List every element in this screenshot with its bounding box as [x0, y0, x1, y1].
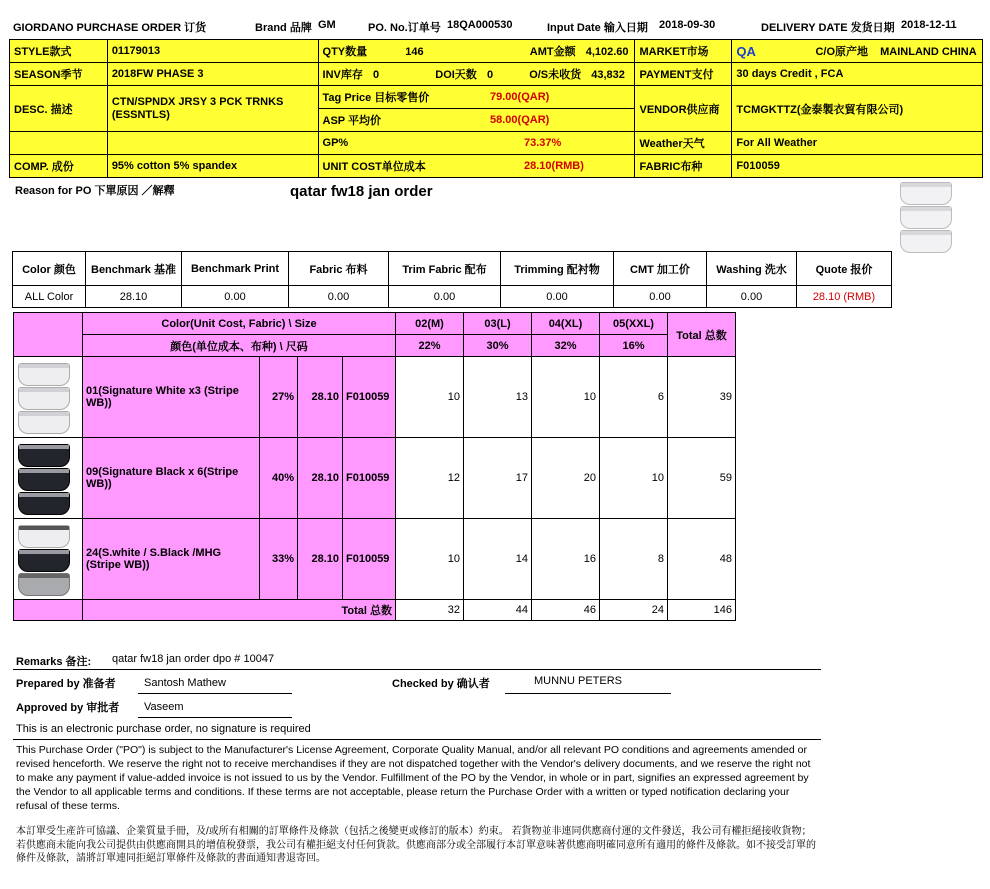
checked-value: MUNNU PETERS	[534, 675, 623, 687]
remarks-label: Remarks 备注:	[16, 656, 92, 668]
company-title: GIORDANO PURCHASE ORDER 订货	[13, 22, 207, 34]
color-thumbnail-black	[14, 439, 76, 517]
season-value: 2018FW PHASE 3	[107, 63, 318, 86]
vendor-label: VENDOR供应商	[635, 86, 732, 132]
size-percent: 16%	[600, 335, 668, 357]
color-cost: 28.10	[298, 438, 343, 519]
comp-value: 95% cotton 5% spandex	[107, 155, 318, 178]
payment-value: 30 days Credit , FCA	[732, 63, 983, 86]
grand-total: 146	[668, 600, 736, 621]
size-header-cn: 颜色(单位成本、布种) \ 尺码	[83, 335, 396, 357]
color-thumbnail-mixed	[14, 520, 76, 598]
tag-price-label: Tag Price 目标零售价	[318, 86, 490, 109]
cost-header: Color 颜色	[13, 252, 86, 286]
color-name: 01(Signature White x3 (Stripe WB))	[83, 357, 260, 438]
qty-cell: 13	[464, 357, 532, 438]
cost-cell: 28.10	[86, 286, 182, 308]
cost-header: Trim Fabric 配布	[389, 252, 501, 286]
totals-row	[14, 600, 736, 621]
color-cost: 28.10	[298, 357, 343, 438]
divider	[13, 739, 821, 740]
input-date-label: Input Date 输入日期	[547, 22, 648, 34]
cost-header: Quote 报价	[797, 252, 892, 286]
delivery-date-label: DELIVERY DATE 发货日期	[761, 22, 895, 34]
size-label: 02(M)	[396, 313, 464, 335]
color-thumbnail-white	[14, 358, 76, 436]
qty-cell: 17	[464, 438, 532, 519]
cost-cell: 0.00	[614, 286, 707, 308]
color-fabric: F010059	[343, 357, 396, 438]
style-label: STYLE款式	[10, 40, 108, 63]
size-percent: 30%	[464, 335, 532, 357]
brand-label: Brand 品牌	[255, 22, 312, 34]
doi-label: DOI天数	[435, 69, 477, 81]
desc-label: DESC. 描述	[10, 86, 108, 132]
checked-signature-line	[505, 693, 671, 694]
weather-label: Weather天气	[635, 132, 732, 155]
color-cost: 28.10	[298, 519, 343, 600]
qty-cell: 14	[464, 519, 532, 600]
prepared-signature-line	[138, 693, 292, 694]
table-row	[14, 519, 736, 600]
totals-label: Total 总数	[83, 600, 396, 621]
empty-cell	[14, 600, 83, 621]
color-name: 09(Signature Black x 6(Stripe WB))	[83, 438, 260, 519]
gp-label: GP%	[318, 132, 490, 155]
doi-value: 0	[486, 69, 494, 81]
color-thumbnail-cell	[14, 357, 83, 438]
color-name: 24(S.white / S.Black /MHG (Stripe WB))	[83, 519, 260, 600]
empty-cell	[107, 132, 318, 155]
comp-label: COMP. 成份	[10, 155, 108, 178]
size-quantity-table	[13, 312, 736, 621]
cost-cell: 0.00	[707, 286, 797, 308]
origin-label: C/O原产地	[815, 46, 868, 58]
inv-label: INV库存	[322, 69, 363, 81]
electronic-note: This is an electronic purchase order, no signature is required	[16, 723, 311, 735]
color-thumbnail-cell	[14, 438, 83, 519]
size-total: 46	[532, 600, 600, 621]
delivery-date-value: 2018-12-11	[901, 19, 957, 31]
season-label: SEASON季节	[10, 63, 108, 86]
color-percent: 27%	[260, 357, 298, 438]
row-total: 39	[668, 357, 736, 438]
cost-cell: 0.00	[389, 286, 501, 308]
prepared-value: Santosh Mathew	[144, 677, 226, 689]
unit-cost-value: 28.10(RMB)	[490, 155, 635, 178]
cost-header: Benchmark Print	[182, 252, 289, 286]
input-date-value: 2018-09-30	[659, 19, 716, 31]
qty-cell: 10	[396, 519, 464, 600]
market-value: QA	[732, 40, 812, 63]
qty-cell: 10	[396, 357, 464, 438]
qty-cell: 12	[396, 438, 464, 519]
style-value: 01179013	[107, 40, 318, 63]
qty-cell: 10	[600, 438, 668, 519]
quote-cell: 28.10 (RMB)	[797, 286, 892, 308]
po-value: 18QA000530	[447, 19, 513, 31]
cost-cell: 0.00	[182, 286, 289, 308]
market-label: MARKET市场	[635, 40, 732, 63]
qty-amt-cell	[318, 40, 635, 63]
size-header-en: Color(Unit Cost, Fabric) \ Size	[83, 313, 396, 335]
color-thumbnail-cell	[14, 519, 83, 600]
asp-value: 58.00(QAR)	[490, 109, 635, 132]
size-total: 32	[396, 600, 464, 621]
checked-label: Checked by 确认者	[392, 678, 490, 690]
cost-header: CMT 加工价	[614, 252, 707, 286]
product-image	[896, 180, 956, 260]
qty-cell: 16	[532, 519, 600, 600]
amt-label: AMT金额	[529, 46, 576, 58]
amt-value: 4,102.60	[585, 46, 629, 58]
image-header	[14, 313, 83, 357]
terms-english: This Purchase Order ("PO") is subject to the Manufacturer's License Agreement, Corporate Quality Manual, and/or all relevant PO conditions and agreements amended or revised henceforth. We reserve the right not to receive merchandises if they are not dispatched together with the Vendor's delivery documents, and we reserve the right not to make any payment if value-added invoice is not issued to us by the Vendor. Fulfillment of the PO by the Vendor, in whole or in part, signifies an expressed agreement by the Vendor to all applicable terms and conditions. If these terms are not acceptable, please return the Purchase Order with a written or typed notification declaring your refusal of these terms.	[16, 744, 811, 812]
payment-label: PAYMENT支付	[635, 63, 732, 86]
cost-header: Fabric 布料	[289, 252, 389, 286]
cost-cell: 0.00	[501, 286, 614, 308]
terms-chinese: 本訂單受生產許可協議、企業質量手冊，及/或所有相關的訂單條件及條款（包括之後變更或修訂的版本）約束。 若貨物並非連同供應商付運的文件發送，我公司有權拒絕接收貨物；若供應商未能向我公司提供由供應商開具的增值稅發票，我公司有權拒絕支付任何貨款。供應商部分或全部履行本訂單意味著供應商明確同意所有適用的條件及條款。如不接受訂單的條件及條款，請將訂單連同拒絕訂單條件及條款的書面通知書退寄回。	[16, 826, 816, 864]
qty-cell: 6	[600, 357, 668, 438]
size-label: 05(XXL)	[600, 313, 668, 335]
cost-breakdown-table	[12, 251, 892, 308]
asp-label: ASP 平均价	[318, 109, 490, 132]
reason-value: qatar fw18 jan order	[290, 183, 433, 200]
color-percent: 40%	[260, 438, 298, 519]
size-label: 04(XL)	[532, 313, 600, 335]
reason-label: Reason for PO 下單原因 ／解釋	[15, 185, 175, 197]
divider	[13, 669, 821, 670]
inventory-cell	[318, 63, 635, 86]
vendor-value: TCMGKTTZ(金泰製衣貿有限公司)	[732, 86, 983, 132]
po-label: PO. No.订单号	[368, 22, 441, 34]
brand-value: GM	[318, 19, 336, 31]
color-percent: 33%	[260, 519, 298, 600]
qty-cell: 10	[532, 357, 600, 438]
weather-value: For All Weather	[732, 132, 983, 155]
approved-signature-line	[138, 717, 292, 718]
origin-cell	[811, 40, 982, 63]
approved-label: Approved by 审批者	[16, 702, 120, 714]
order-info-table	[9, 39, 983, 178]
color-fabric: F010059	[343, 519, 396, 600]
gp-value: 73.37%	[490, 132, 635, 155]
prepared-label: Prepared by 准备者	[16, 678, 116, 690]
fabric-label: FABRIC布种	[635, 155, 732, 178]
qty-cell: 8	[600, 519, 668, 600]
tag-price-value: 79.00(QAR)	[490, 86, 635, 109]
inv-value: 0	[373, 69, 380, 81]
qty-label: QTY数量	[322, 46, 368, 58]
row-total: 59	[668, 438, 736, 519]
size-label: 03(L)	[464, 313, 532, 335]
desc-value-line2: (ESSNTLS)	[111, 108, 170, 121]
os-label: O/S未收货	[529, 69, 582, 81]
size-total: 44	[464, 600, 532, 621]
row-total: 48	[668, 519, 736, 600]
desc-cell	[107, 86, 318, 132]
desc-value-line1: CTN/SPNDX JRSY 3 PCK TRNKS	[111, 95, 284, 108]
origin-value: MAINLAND CHINA	[880, 46, 977, 58]
approved-value: Vaseem	[144, 701, 184, 713]
cost-header: Benchmark 基准	[86, 252, 182, 286]
qty-cell: 20	[532, 438, 600, 519]
cost-cell: 0.00	[289, 286, 389, 308]
fabric-value: F010059	[732, 155, 983, 178]
table-row	[14, 357, 736, 438]
size-percent: 32%	[532, 335, 600, 357]
remarks-value: qatar fw18 jan order dpo # 10047	[112, 653, 275, 665]
cost-cell: ALL Color	[13, 286, 86, 308]
size-total: 24	[600, 600, 668, 621]
qty-value: 146	[405, 46, 424, 58]
empty-cell	[10, 132, 108, 155]
os-value: 43,832	[591, 69, 625, 81]
table-row	[14, 438, 736, 519]
cost-header: Washing 洗水	[707, 252, 797, 286]
unit-cost-label: UNIT COST单位成本	[318, 155, 490, 178]
color-fabric: F010059	[343, 438, 396, 519]
cost-header: Trimming 配衬物	[501, 252, 614, 286]
size-percent: 22%	[396, 335, 464, 357]
total-header: Total 总数	[668, 313, 736, 357]
